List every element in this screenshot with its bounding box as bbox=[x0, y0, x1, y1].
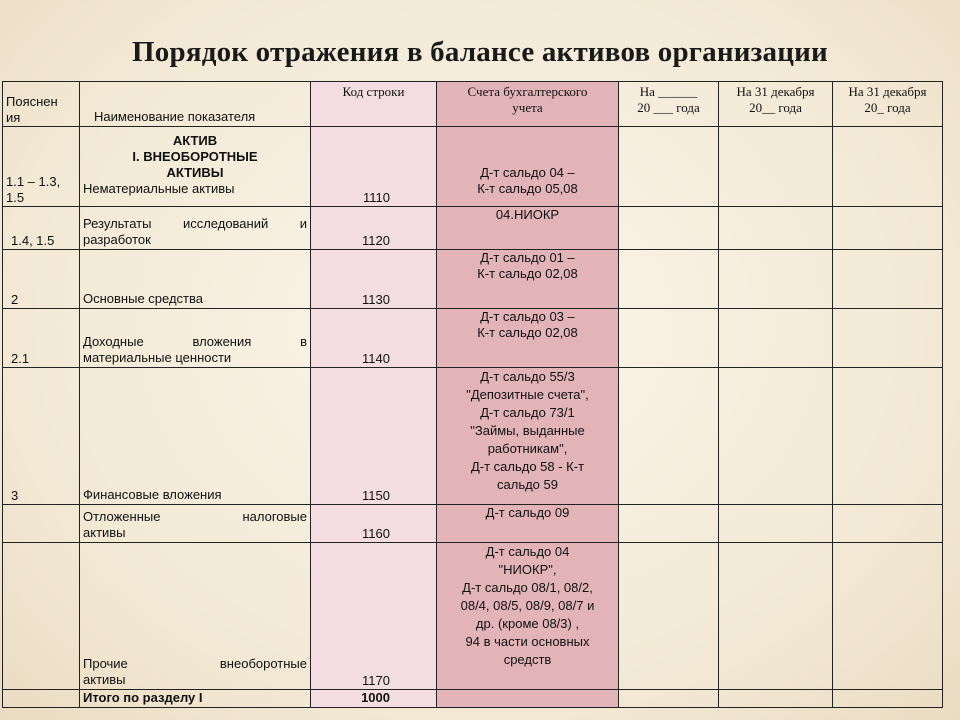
total-label: Итого по разделу I bbox=[80, 690, 311, 708]
header-period-line: На 31 декабря bbox=[736, 84, 815, 99]
header-name bbox=[80, 82, 311, 127]
row-value-period-2 bbox=[719, 505, 833, 543]
row-code: 1150 bbox=[311, 368, 437, 505]
table-row bbox=[3, 505, 943, 543]
row-value-period-1 bbox=[619, 309, 719, 368]
section-heading: АКТИВ bbox=[172, 133, 218, 148]
header-accounts-line: учета bbox=[512, 100, 543, 115]
row-explain bbox=[3, 368, 80, 505]
total-explain bbox=[3, 690, 80, 708]
row-explain bbox=[3, 250, 80, 309]
header-code bbox=[311, 82, 437, 127]
row-name bbox=[80, 505, 311, 543]
row-value-period-3 bbox=[833, 250, 943, 309]
row-name bbox=[80, 250, 311, 309]
row-value-period-3 bbox=[833, 127, 943, 207]
row-value-period-3 bbox=[833, 505, 943, 543]
row-accounts-line: К-т сальдо 02,08 bbox=[477, 325, 578, 340]
row-name-line: активы bbox=[83, 525, 126, 540]
row-value-period-1 bbox=[619, 543, 719, 690]
row-code: 1120 bbox=[311, 207, 437, 250]
row-name-line: активы bbox=[83, 672, 126, 687]
row-explain bbox=[3, 309, 80, 368]
row-name bbox=[80, 309, 311, 368]
row-accounts bbox=[437, 368, 619, 505]
header-row bbox=[3, 82, 943, 127]
row-accounts bbox=[437, 543, 619, 690]
row-name-line: Доходные вложения в bbox=[83, 334, 307, 349]
row-value-period-1 bbox=[619, 250, 719, 309]
row-accounts bbox=[437, 127, 619, 207]
row-explain bbox=[3, 127, 80, 207]
table-row bbox=[3, 543, 943, 690]
row-name-text: Нематериальные активы bbox=[83, 181, 235, 196]
row-code: 1130 bbox=[311, 250, 437, 309]
row-name bbox=[80, 368, 311, 505]
row-name-line: Прочие внеоборотные bbox=[83, 656, 307, 671]
row-explain-line: 1.1 – 1.3, bbox=[6, 174, 61, 189]
table-row bbox=[3, 250, 943, 309]
row-explain-line: 3 bbox=[11, 488, 19, 503]
header-period-1 bbox=[619, 82, 719, 127]
total-value-period-1 bbox=[619, 690, 719, 708]
header-accounts-line: Счета бухгалтерского bbox=[467, 84, 588, 99]
row-accounts-line: Д-т сальдо 01 – bbox=[480, 250, 575, 265]
row-code: 1170 bbox=[311, 543, 437, 690]
total-value-period-2 bbox=[719, 690, 833, 708]
row-value-period-1 bbox=[619, 127, 719, 207]
row-name-line: Результаты исследований и bbox=[83, 216, 307, 231]
header-explain bbox=[3, 82, 80, 127]
row-accounts bbox=[437, 207, 619, 250]
header-explain-line: Пояснен bbox=[6, 94, 58, 109]
row-value-period-3 bbox=[833, 368, 943, 505]
row-accounts-line: Д-т сальдо 58 - К-т bbox=[470, 459, 585, 474]
row-explain-line: 2 bbox=[11, 292, 19, 307]
row-accounts-line: Д-т сальдо 08/1, 08/2, bbox=[462, 580, 593, 595]
table-row bbox=[3, 207, 943, 250]
total-code: 1000 bbox=[311, 690, 437, 708]
row-value-period-1 bbox=[619, 505, 719, 543]
row-value-period-2 bbox=[719, 207, 833, 250]
row-name-line: материальные ценности bbox=[83, 350, 232, 365]
header-period-2 bbox=[719, 82, 833, 127]
row-accounts-line: др. (кроме 08/3) , bbox=[475, 616, 580, 631]
table-row bbox=[3, 127, 943, 207]
row-code: 1140 bbox=[311, 309, 437, 368]
row-explain bbox=[3, 505, 80, 543]
header-period-line: 20__ года bbox=[749, 100, 802, 115]
row-value-period-2 bbox=[719, 250, 833, 309]
row-accounts bbox=[437, 505, 619, 543]
row-accounts-line: 94 в части основных bbox=[465, 634, 590, 649]
row-accounts-line: К-т сальдо 02,08 bbox=[477, 266, 578, 281]
header-accounts bbox=[437, 82, 619, 127]
row-value-period-2 bbox=[719, 309, 833, 368]
row-accounts-line: "НИОКР", bbox=[498, 562, 557, 577]
header-explain-line: ия bbox=[6, 110, 21, 125]
row-accounts-line: Д-т сальдо 73/1 bbox=[480, 405, 575, 420]
row-value-period-2 bbox=[719, 368, 833, 505]
header-period-line: На ______ bbox=[639, 84, 698, 99]
header-period-3 bbox=[833, 82, 943, 127]
row-name-line: Основные средства bbox=[83, 291, 203, 306]
total-value-period-3 bbox=[833, 690, 943, 708]
total-accounts bbox=[437, 690, 619, 708]
header-period-line: На 31 декабря bbox=[848, 84, 927, 99]
row-accounts-line: Д-т сальдо 09 bbox=[485, 505, 570, 520]
section-heading: I. ВНЕОБОРОТНЫЕ bbox=[132, 149, 258, 164]
table-row bbox=[3, 368, 943, 505]
row-value-period-1 bbox=[619, 368, 719, 505]
row-name-line: Финансовые вложения bbox=[83, 487, 222, 502]
row-accounts-line: 08/4, 08/5, 08/9, 08/7 и bbox=[460, 598, 595, 613]
row-accounts-line: сальдо 59 bbox=[497, 477, 558, 492]
row-explain-line: 1.4, 1.5 bbox=[11, 233, 55, 248]
row-accounts-line: К-т сальдо 05,08 bbox=[477, 181, 578, 196]
row-accounts-line: 04.НИОКР bbox=[495, 207, 560, 222]
row-name bbox=[80, 207, 311, 250]
row-accounts-line: Д-т сальдо 04 bbox=[485, 544, 570, 559]
row-accounts-line: "Займы, выданные bbox=[470, 423, 585, 438]
row-name bbox=[80, 543, 311, 690]
row-accounts bbox=[437, 309, 619, 368]
row-name-line: Отложенные налоговые bbox=[83, 509, 307, 524]
row-name bbox=[80, 127, 311, 207]
row-explain bbox=[3, 207, 80, 250]
row-explain bbox=[3, 543, 80, 690]
table-row bbox=[3, 309, 943, 368]
section-heading: АКТИВЫ bbox=[166, 165, 224, 180]
row-accounts bbox=[437, 250, 619, 309]
row-value-period-3 bbox=[833, 309, 943, 368]
row-name-line: разработок bbox=[83, 232, 151, 247]
row-accounts-line: работникам", bbox=[487, 441, 568, 456]
page-title: Порядок отражения в балансе активов организации bbox=[132, 36, 828, 68]
row-code: 1160 bbox=[311, 505, 437, 543]
row-accounts-line: Д-т сальдо 04 – bbox=[480, 165, 575, 180]
row-explain-line: 1.5 bbox=[6, 190, 25, 205]
header-period-line: 20 ___ года bbox=[637, 100, 700, 115]
row-explain-line: 2.1 bbox=[11, 351, 30, 366]
row-value-period-2 bbox=[719, 543, 833, 690]
row-accounts-line: Д-т сальдо 03 – bbox=[480, 309, 575, 324]
row-accounts-line: средств bbox=[503, 652, 552, 667]
row-value-period-2 bbox=[719, 127, 833, 207]
row-value-period-3 bbox=[833, 207, 943, 250]
total-row bbox=[3, 690, 943, 708]
row-accounts-line: Д-т сальдо 55/3 bbox=[480, 369, 575, 384]
row-value-period-1 bbox=[619, 207, 719, 250]
header-period-line: 20_ года bbox=[864, 100, 911, 115]
row-code: 1110 bbox=[311, 127, 437, 207]
row-value-period-3 bbox=[833, 543, 943, 690]
row-accounts-line: "Депозитные счета", bbox=[466, 387, 589, 402]
header-code-text: Код строки bbox=[342, 84, 405, 99]
balance-table bbox=[2, 81, 943, 708]
header-name-text: Наименование показателя bbox=[94, 109, 256, 124]
